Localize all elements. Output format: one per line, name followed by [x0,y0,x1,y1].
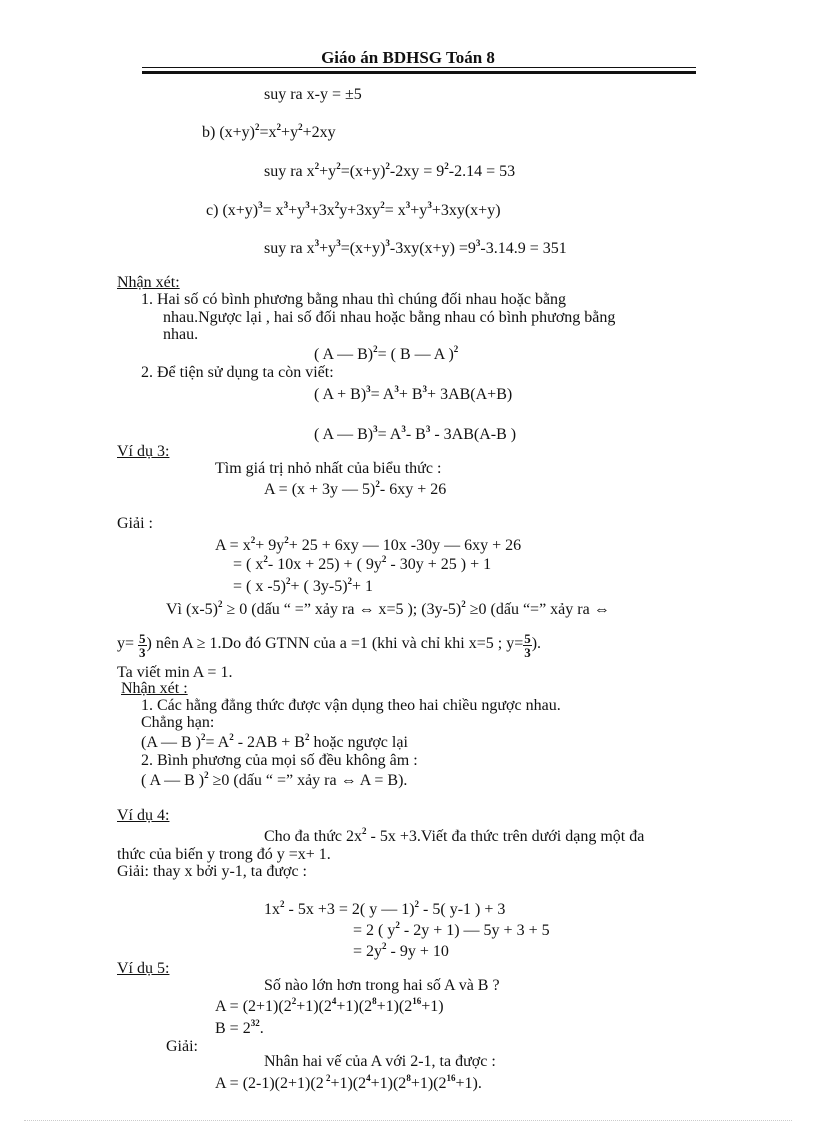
fraction-5-3: $\frac{5}{3}$ [139,631,146,660]
part-b-line2: suy ra $x^2+y^2=(x+y)^2-2xy = 9^2-2.14 = 53$ [264,161,516,180]
example4-line2: thức của biến y trong đó y =x+ 1. [117,846,331,863]
example5-b-expression: $B = 2^{32}$. [215,1018,264,1037]
example5-step2: A = (2-1)(2+1)(2 $^2+1)(2^4+1)(2^8+1)(2^{16}+1)$. [215,1073,482,1092]
page-header-title: Giáo án BDHSG Toán 8 [321,48,495,67]
part-c-line2: suy ra $x^3+y^3=(x+y)^3-3xy(x+y) =9^3-3.14.9 = 351$ [264,238,567,257]
remark1-formula1: ( A — B)$^2$= ( B — A )$^2$ [314,344,459,363]
remark2-line2: Chẳng hạn: [141,714,215,731]
remark1-item1-line3: nhau. [163,326,199,343]
remark1-formula2: ( $A + B)^3= A^3+ B^3+ 3AB(A+B)$ [314,384,513,403]
example3-step5: y= $\frac{5}{3}$ ) nên A ≥ 1.Do đó GTNN của a =1 (khi và chỉ khi x=5 ; y= $\frac{5}{3}$ ). [117,631,542,660]
example5-solution-label: Giải: [166,1038,198,1055]
example3-solution-label: Giải : [117,515,153,532]
remark2-title: Nhận xét : [121,680,188,697]
example3-step3: = ( x -5)$^2$+ ( 3y-5)$^2$+ 1 [233,576,374,595]
example4-title: Ví dụ 4: [117,807,170,824]
example3-step1: $A = x^2+ 9y^2+ 25 + 6xy$ — 10x -30y — 6xy + 26 [215,535,522,554]
header-rule-thin [142,67,696,68]
remark1-item1-line2: nhau.Ngược lại , hai số đối nhau hoặc bằng nhau có bình phương bằng [163,309,616,326]
remark2-line4: 2. Bình phương của mọi số đều không âm : [141,752,418,769]
example3-conclusion: Ta viết min A = 1. [117,664,233,681]
example3-step4: Vì $(x-5)^2 \ge 0$ (dấu “ =” xảy ra ⇔ x=5 ); $(3y-5)^2 \ge 0$ (dấu “=” xảy ra ⇔ [166,599,610,618]
page-footer-rule [24,1120,792,1121]
remark1-title: Nhận xét: [117,274,180,291]
remark2-line1: 1. Các hằng đẳng thức được vận dụng theo hai chiều ngược nhau. [141,697,561,714]
example3-expression: A = (x + 3y — 5)$^2$- 6xy + 26 [264,479,447,498]
example4-step2: = 2 ( $y^2 - 2y + 1$) — 5y + 3 + 5 [353,920,550,939]
example4-step3: = $2y^2 - 9y + 10$ [353,941,449,960]
remark2-line5: ( A — B )$^2$ ≥0 (dấu “ =” xảy ra ⇔ A = B). [141,770,408,789]
example4-line1: Cho đa thức $2x^2 - 5x$ +3.Viết đa thức trên dưới dạng một đa [264,826,645,845]
example5-question: Số nào lớn hơn trong hai số A và B ? [264,977,500,994]
example4-step1: $1x^2 - 5x +3 = 2$( y — 1)$^2$ - 5( y-1 ) + 3 [264,899,506,918]
example3-prompt: Tìm giá trị nhỏ nhất của biểu thức : [215,460,442,477]
example5-title: Ví dụ 5: [117,960,170,977]
example4-line3: Giải: thay x bởi y-1, ta được : [117,863,307,880]
part-c-line1: c) $(x+y)^3= x^3+y^3+3x^2y+3xy^2= x^3+y^3+3xy(x+y)$ [206,200,501,219]
remark1-item1-line1: 1. Hai số có bình phương bằng nhau thì chúng đối nhau hoặc bằng [141,291,567,308]
remark2-line3: (A — B )$^2= A^2 - 2AB + B^2$ hoặc ngược lại [141,732,408,751]
example3-step2: = ( $x^2-$ 10x + 25) + ( $9y^2 - 30y + 25$ ) + 1 [233,554,492,573]
remark1-item2: 2. Để tiện sử dụng ta còn viết: [141,364,334,381]
example3-title: Ví dụ 3: [117,443,170,460]
part-a-line: suy ra x-y = ±5 [264,86,362,103]
example5-step1: Nhân hai vế của A với 2-1, ta được : [264,1053,496,1070]
fraction-5-3: $\frac{5}{3}$ [524,631,531,660]
header-rule-thick [142,71,696,74]
part-b-line1: b) $(x+y)^2=x^2+y^2+2xy$ [202,122,336,141]
remark1-formula3: ( A — $B)^3= A^3-$ $B^3 - 3AB(A-B$ ) [314,424,517,443]
example5-a-expression: $A = (2+1)(2^2+1)(2^4+1)(2^8+1)(2^{16}+1)$ [215,996,444,1015]
